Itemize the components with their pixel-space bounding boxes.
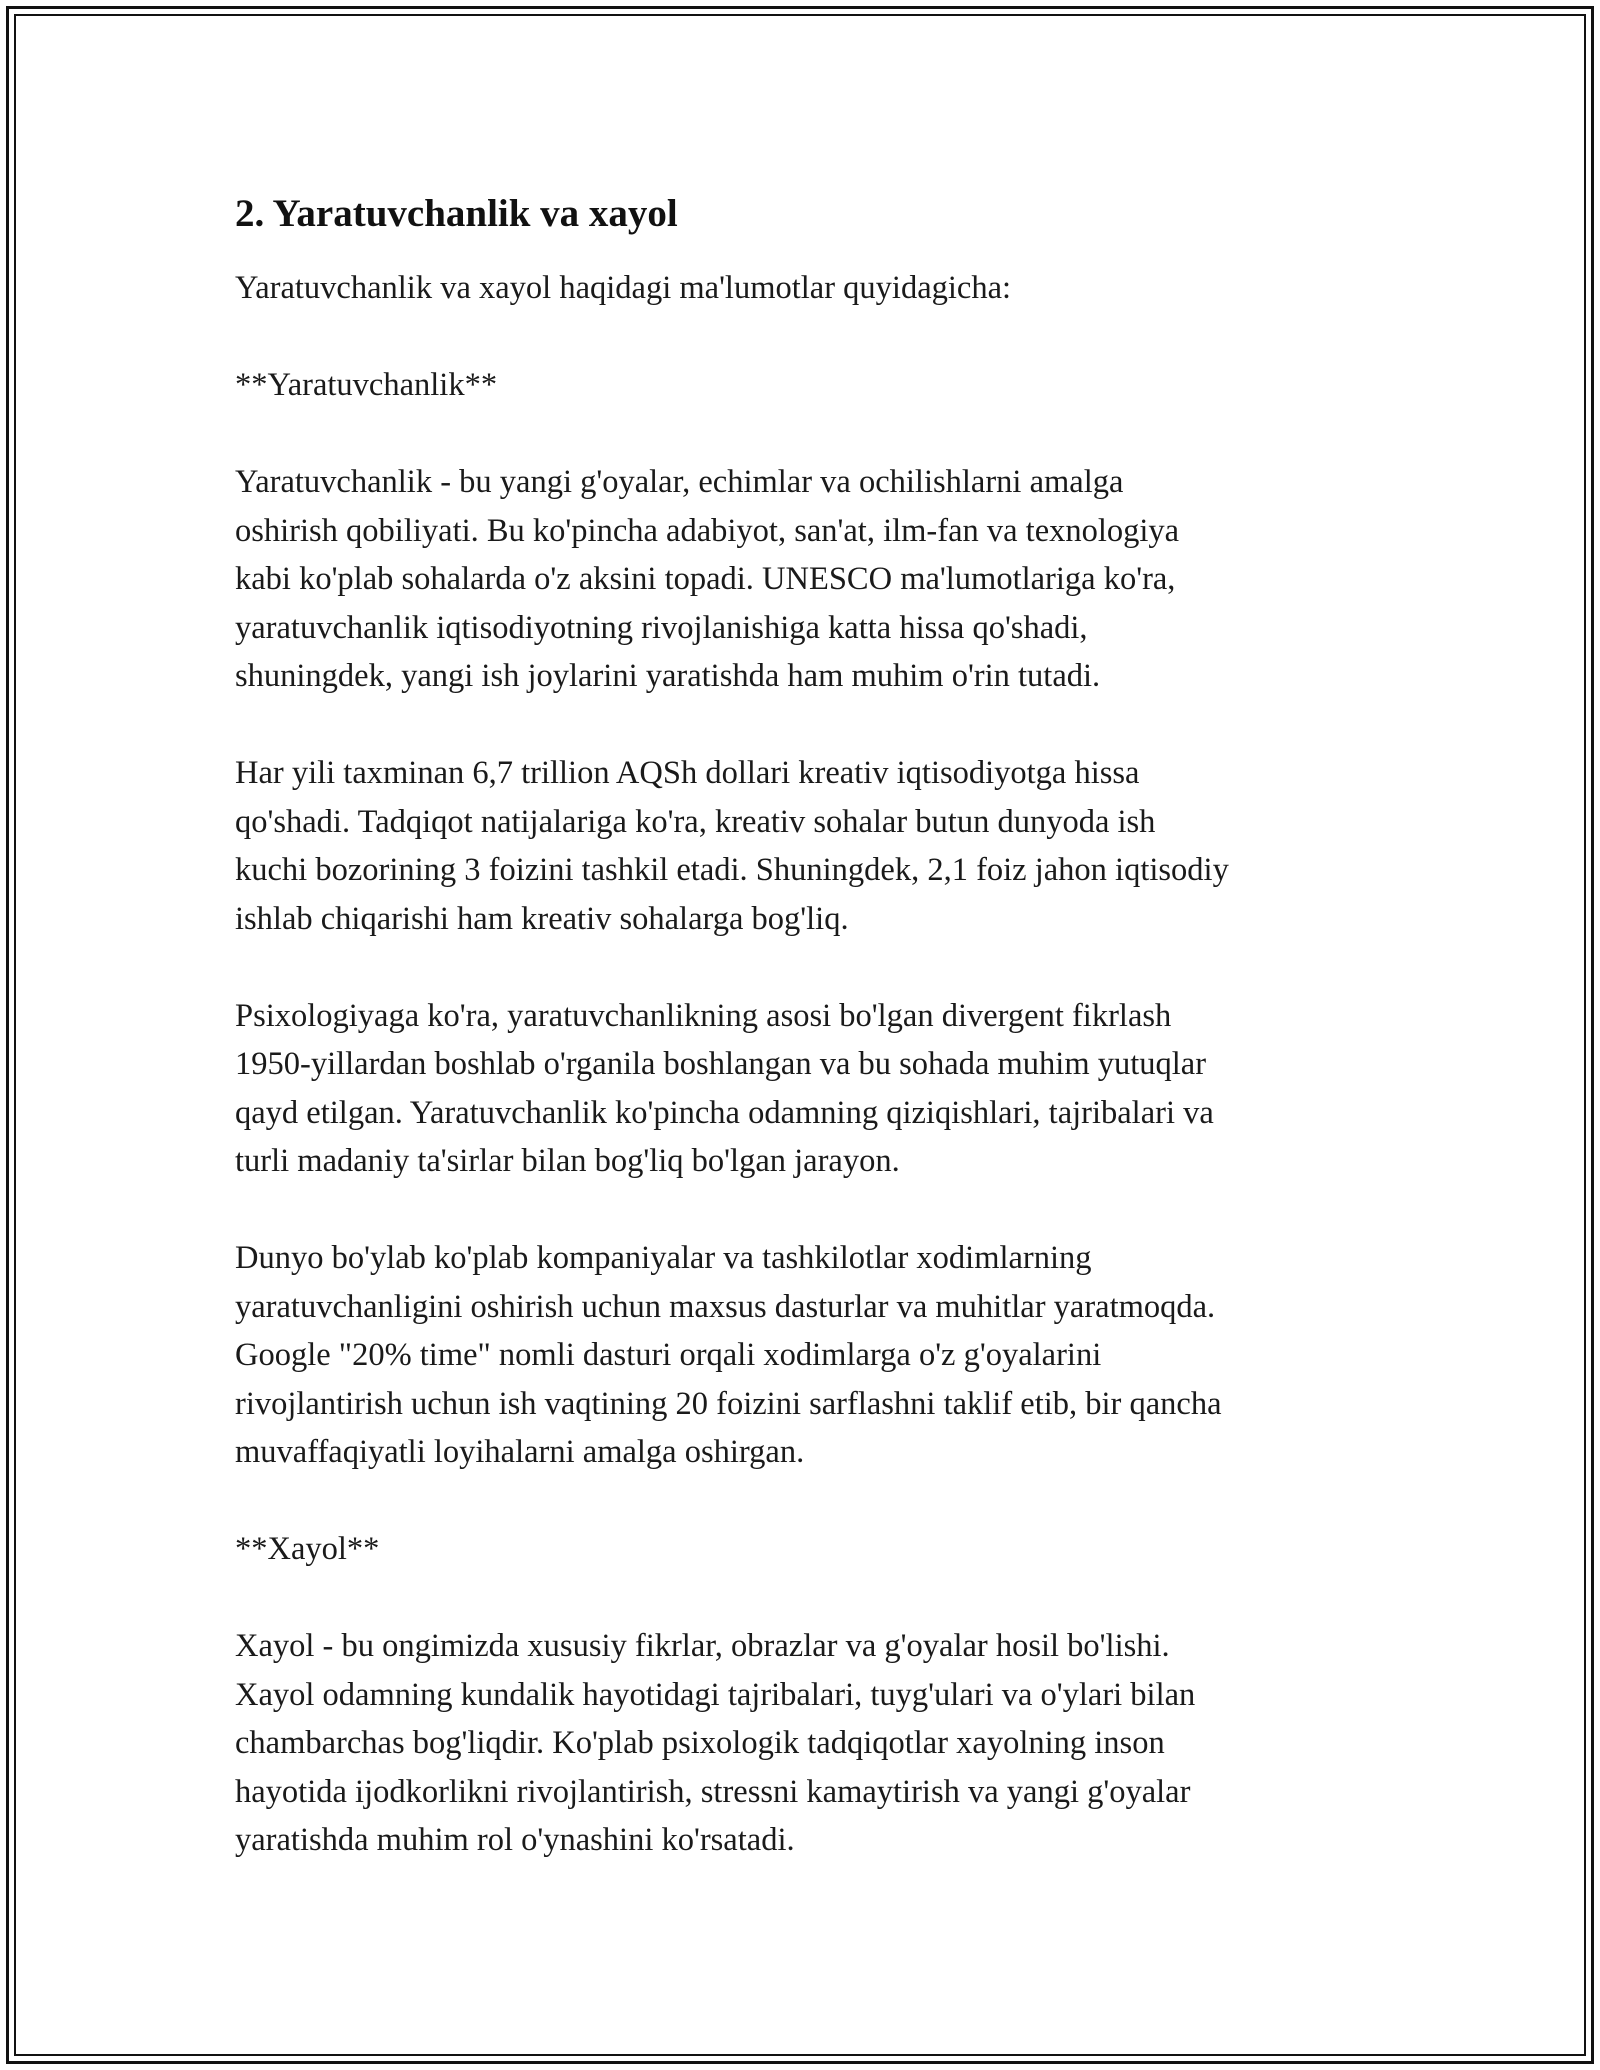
text-line: Yaratuvchanlik - bu yangi g'oyalar, echimlar va ochilishlarni amalga (235, 464, 1124, 500)
text-line: **Xayol** (235, 1531, 380, 1567)
paragraph-xayol (235, 1622, 1375, 1865)
text-line: Dunyo bo'ylab ko'plab kompaniyalar va tashkilotlar xodimlarning (235, 1240, 1092, 1276)
text-line: 1950-yillardan boshlab o'rganila boshlangan va bu sohada muhim yutuqlar (235, 1046, 1207, 1082)
subheading-xayol (235, 1525, 1375, 1574)
section-heading: 2. Yaratuvchanlik va xayol (235, 192, 678, 235)
text-line: kabi ko'plab sohalarda o'z aksini topadi. UNESCO ma'lumotlariga ko'ra, (235, 561, 1176, 597)
intro-paragraph (235, 264, 1375, 313)
paragraph-psychology (235, 992, 1375, 1186)
text-line: yaratuvchanlik iqtisodiyotning rivojlanishiga katta hissa qo'shadi, (235, 609, 1088, 646)
text-line: rivojlantirish uchun ish vaqtining 20 foizini sarflashni taklif etib, bir qancha (235, 1385, 1222, 1422)
text-line: shuningdek, yangi ish joylarini yaratishda ham muhim o'rin tutadi. (235, 658, 1101, 694)
text-line: yaratuvchanligini oshirish uchun maxsus dasturlar va muhitlar yaratmoqda. (235, 1288, 1216, 1325)
document-body (235, 188, 1375, 1913)
paragraph-definition (235, 458, 1375, 701)
text-line: qayd etilgan. Yaratuvchanlik ko'pincha odamning qiziqishlari, tajribalari va (235, 1094, 1214, 1131)
text-line: turli madaniy ta'sirlar bilan bog'liq bo'lgan jarayon. (235, 1143, 900, 1179)
text-line: kuchi bozorining 3 foizini tashkil etadi. Shuningdek, 2,1 foiz jahon iqtisodiy (235, 852, 1229, 888)
text-line: **Yaratuvchanlik** (235, 367, 498, 403)
text-line: Xayol - bu ongimizda xususiy fikrlar, obrazlar va g'oyalar hosil bo'lishi. (235, 1628, 1170, 1664)
paragraph-companies (235, 1234, 1375, 1477)
text-line: Xayol odamning kundalik hayotidagi tajribalari, tuyg'ulari va o'ylari bilan (235, 1676, 1196, 1713)
text-line: Psixologiyaga ko'ra, yaratuvchanlikning asosi bo'lgan divergent fikrlash (235, 997, 1172, 1034)
text-line: hayotida ijodkorlikni rivojlantirish, stressni kamaytirish va yangi g'oyalar (235, 1773, 1191, 1810)
text-line: Google "20% time" nomli dasturi orqali xodimlarga o'z g'oyalarini (235, 1337, 1102, 1373)
text-line: Har yili taxminan 6,7 trillion AQSh dollari kreativ iqtisodiyotga hissa (235, 755, 1140, 791)
text-line: qo'shadi. Tadqiqot natijalariga ko'ra, kreativ sohalar butun dunyoda ish (235, 803, 1156, 840)
paragraph-economy (235, 749, 1375, 943)
text-line: yaratishda muhim rol o'ynashini ko'rsatadi. (235, 1822, 795, 1858)
subheading-yaratuvchanlik (235, 361, 1375, 410)
text-line: ishlab chiqarishi ham kreativ sohalarga bog'liq. (235, 900, 849, 937)
text-line: oshirish qobiliyati. Bu ko'pincha adabiyot, san'at, ilm-fan va texnologiya (235, 512, 1180, 549)
text-line: chambarchas bog'liqdir. Ko'plab psixologik tadqiqotlar xayolning inson (235, 1725, 1165, 1761)
text-line: muvaffaqiyatli loyihalarni amalga oshirgan. (235, 1434, 805, 1470)
text-line: Yaratuvchanlik va xayol haqidagi ma'lumotlar quyidagicha: (235, 270, 1012, 306)
